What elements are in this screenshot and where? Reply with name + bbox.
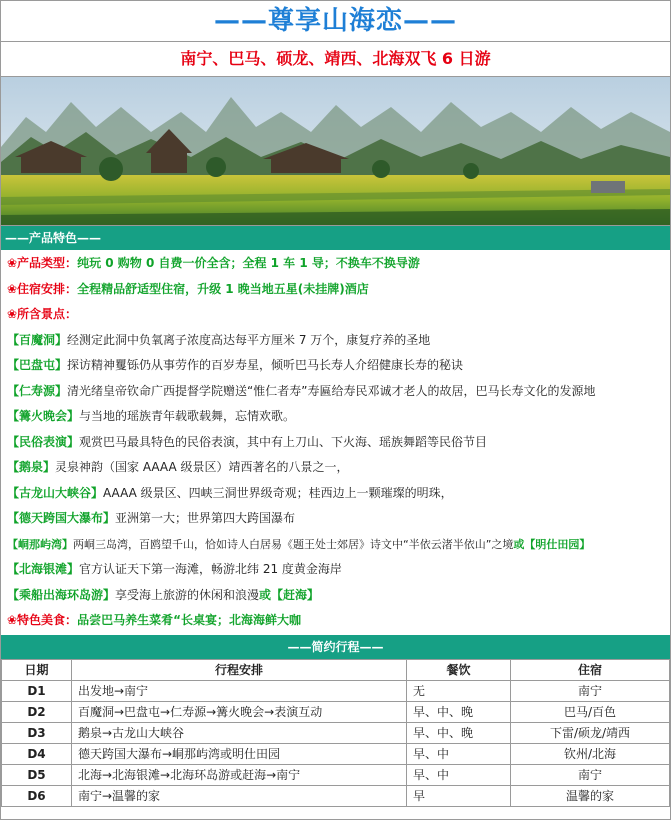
sight-or: 或 [259, 587, 272, 602]
cell-day: D2 [2, 701, 72, 722]
cell-route: 德天跨国大瀑布→峒那屿湾或明仕田园 [72, 743, 407, 764]
sight-desc: 两峒三岛湾，百鸥望千山，恰如诗人白居易《题王处士郊居》诗文中“半依云渚半依山”之境 [73, 537, 514, 551]
food-value: 品尝巴马养生菜肴“长桌宴；北海海鲜大咖 [77, 613, 301, 627]
col-header-route: 行程安排 [72, 659, 407, 680]
cell-day: D3 [2, 722, 72, 743]
product-type-row [7, 251, 664, 277]
sight-desc: 官方认证天下第一海滩，畅游北纬 21 度黄金海岸 [79, 562, 342, 576]
col-header-date: 日期 [2, 659, 72, 680]
table-row [2, 722, 670, 743]
cell-stay: 温馨的家 [511, 785, 670, 806]
table-row [2, 764, 670, 785]
table-row [2, 680, 670, 701]
food-row [7, 608, 664, 634]
sights-label-row [7, 302, 664, 328]
sight-desc: 灵泉神韵（国家 AAAA 级景区）靖西著名的八景之一， [55, 460, 349, 474]
sight-item [7, 583, 664, 609]
sight-desc: 探访精神矍铄仍从事劳作的百岁寿星，倾听巴马长寿人介绍健康长寿的秘诀 [67, 358, 464, 372]
sight-or: 或 [513, 537, 525, 551]
sight-tag: 【乘船出海环岛游】 [7, 587, 116, 602]
cell-stay: 巴马/百色 [511, 701, 670, 722]
cell-day: D6 [2, 785, 72, 806]
product-type-value: 纯玩 0 购物 0 自费一价全含；全程 1 车 1 导；不换车不换导游 [77, 256, 420, 270]
sight-desc: 亚洲第一大；世界第四大跨国瀑布 [115, 511, 296, 525]
accommodation-value: 全程精品舒适型住宿，升级 1 晚当地五星(未挂牌)酒店 [77, 281, 369, 296]
sight-item [7, 404, 664, 430]
sight-tag: 【古龙山大峡谷】 [7, 485, 104, 500]
sight-tag: 【德天跨国大瀑布】 [7, 511, 116, 525]
cell-stay: 南宁 [511, 764, 670, 785]
table-row [2, 785, 670, 806]
features-section-header: ——产品特色—— [1, 226, 670, 250]
page-title: ——尊享山海恋—— [1, 1, 670, 42]
col-header-stay: 住宿 [511, 659, 670, 680]
cell-meals: 早、中 [407, 764, 511, 785]
sight-tag: 【仁寿源】 [7, 383, 68, 398]
features-list [1, 250, 670, 635]
cell-meals: 早 [407, 785, 511, 806]
sight-item [7, 328, 664, 354]
cell-day: D1 [2, 680, 72, 701]
cell-day: D4 [2, 743, 72, 764]
cell-stay: 钦州/北海 [511, 743, 670, 764]
food-label: ❀特色美食： [7, 613, 78, 627]
cell-day: D5 [2, 764, 72, 785]
sight-tag: 【峒那屿湾】 [7, 537, 73, 551]
sight-extra-tag: 【赶海】 [271, 587, 320, 602]
cell-route: 北海→北海银滩→北海环岛游或赶海→南宁 [72, 764, 407, 785]
sight-desc: 经测定此洞中负氧离子浓度高达每平方厘米 7 万个，康复疗养的圣地 [67, 332, 431, 347]
sight-desc: 观赏巴马最具特色的民俗表演，其中有上刀山、下火海、瑶族舞蹈等民俗节目 [79, 434, 488, 449]
cell-route: 鹅泉→古龙山大峡谷 [72, 722, 407, 743]
sight-tag: 【篝火晚会】 [7, 409, 80, 423]
sight-tag: 【民俗表演】 [7, 434, 80, 449]
sight-item [7, 481, 664, 507]
cell-meals: 早、中 [407, 743, 511, 764]
cell-route: 百魔洞→巴盘屯→仁寿源→篝火晚会→表演互动 [72, 701, 407, 722]
cell-route: 出发地→南宁 [72, 680, 407, 701]
sight-desc: 与当地的瑶族青年载歌载舞，忘情欢歌。 [79, 409, 296, 423]
landscape-photo [1, 77, 670, 226]
cell-meals: 早、中、晚 [407, 701, 511, 722]
sight-desc: AAAA 级景区、四峡三洞世界级奇观；桂西边上一颗璀璨的明珠， [103, 485, 453, 500]
sights-label: ❀所含景点： [7, 307, 78, 321]
cell-meals: 早、中、晚 [407, 722, 511, 743]
sight-item [7, 455, 664, 481]
sight-item [7, 506, 664, 532]
col-header-meals: 餐饮 [407, 659, 511, 680]
product-type-label: ❀产品类型： [7, 256, 78, 270]
itinerary-section-header: ——简约行程—— [1, 635, 670, 659]
sight-desc: 享受海上旅游的休闲和浪漫 [115, 587, 260, 602]
sight-extra-tag: 【明仕田园】 [524, 537, 591, 551]
sight-tag: 【北海银滩】 [7, 562, 80, 576]
sight-item [7, 379, 664, 405]
cell-route: 南宁→温馨的家 [72, 785, 407, 806]
cell-stay: 下雷/硕龙/靖西 [511, 722, 670, 743]
table-header-row [2, 659, 670, 680]
sight-item [7, 430, 664, 456]
page-subtitle: 南宁、巴马、硕龙、靖西、北海双飞 6 日游 [1, 42, 670, 77]
cell-meals: 无 [407, 680, 511, 701]
sight-desc: 清光绪皇帝钦命广西提督学院赠送“惟仁者寿”寿匾给寿民邓诚才老人的故居，巴马长寿文化的发源地 [67, 383, 596, 398]
table-row [2, 743, 670, 764]
sight-tag: 【百魔洞】 [7, 332, 68, 347]
accommodation-label: ❀住宿安排： [7, 281, 78, 296]
sight-tag: 【鹅泉】 [7, 460, 56, 474]
sight-item [7, 557, 664, 583]
cell-stay: 南宁 [511, 680, 670, 701]
sight-item [7, 353, 664, 379]
accommodation-row [7, 277, 664, 303]
itinerary-table [1, 659, 670, 807]
table-row [2, 701, 670, 722]
sight-tag: 【巴盘屯】 [7, 358, 68, 372]
sight-item [7, 532, 664, 558]
